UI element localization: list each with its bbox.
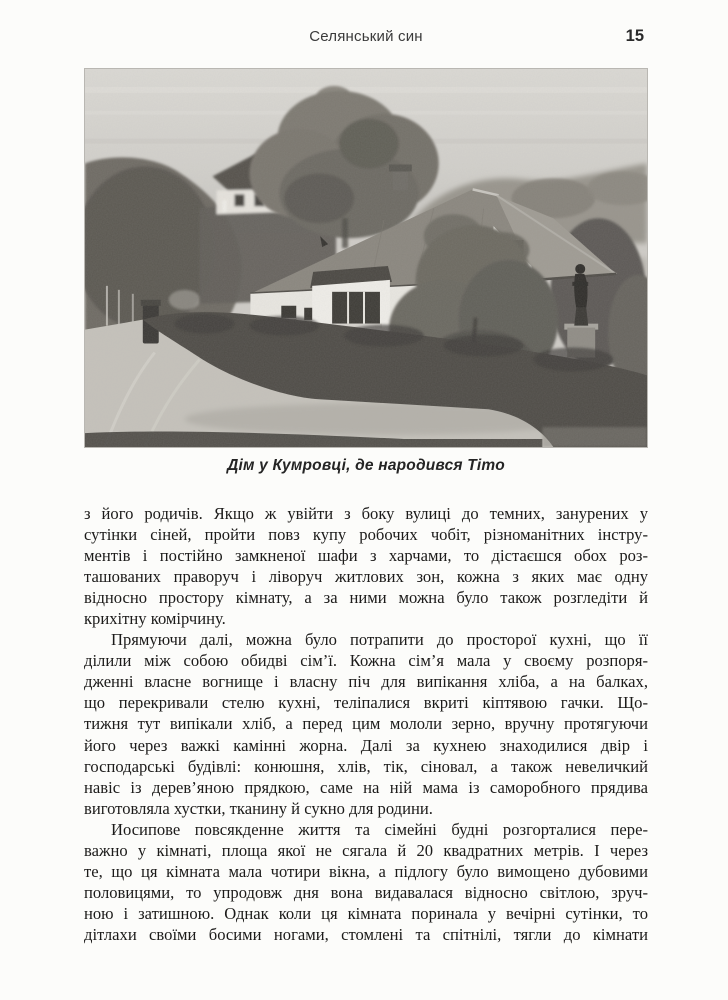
- paragraph: [84, 629, 648, 818]
- paragraph: [84, 819, 648, 945]
- text-line: ною і затишною. Однак коли ця кімната поринала у вечірні сутінки, то: [84, 903, 648, 923]
- running-head-title: Селянський син: [309, 28, 423, 45]
- body-text: [84, 503, 648, 945]
- house-photo: [84, 68, 648, 448]
- text-line: дженні власне вогнище і власну піч для випікання хліба, а на балках,: [84, 672, 648, 692]
- text-line: виготовляла хустки, тканину й сукно для родини.: [84, 798, 433, 818]
- text-line: з його родичів. Якщо ж увійти з боку вулиці до темних, занурених у: [84, 504, 648, 523]
- text-line: ділили між собою обидві сім’ї. Кожна сім’я мала у своєму розпоря-: [84, 651, 648, 671]
- text-line: Иосипове повсякденне життя та сімейні будні розгорталися пере-: [111, 819, 648, 839]
- text-line: навіс із дерев’яною прядкою, саме на ній мама із саморобного прядива: [84, 777, 648, 797]
- text-line: те, що ця кімната мала чотири вікна, а підлогу було вимощено дубовими: [84, 861, 648, 881]
- text-line: господарські будівлі: конюшня, хлів, тік, сіновал, а також невеличкий: [84, 756, 648, 776]
- figure-caption: Дім у Кумровці, де народився Тіто: [227, 457, 505, 474]
- text-line: що перекривали стелю кухні, теліпалися вкриті кіптявою гачки. Що-: [84, 693, 648, 713]
- page-number: 15: [625, 27, 644, 45]
- text-line: сутінки сіней, пройти повз купу робочих чобіт, різноманітних інстру-: [84, 525, 648, 545]
- house-photo-illustration: [85, 69, 647, 447]
- text-line: важно у кімнаті, площа якої не сягала й 20 квадратних метрів. І через: [84, 840, 648, 860]
- text-line: його через важкі камінні жорна. Далі за кухнею знаходилися двір і: [84, 735, 648, 755]
- text-line: ментів і постійно замкненої шафи з харчами, то дістаєшся обох роз-: [84, 546, 648, 566]
- text-line: Прямуючи далі, можна було потрапити до просторої кухні, що її: [111, 630, 648, 650]
- running-head: [84, 28, 648, 50]
- text-line: ташованих праворуч і ліворуч житлових зон, кожна з яких має одну: [84, 567, 648, 587]
- text-line: відносно простору кімнату, а за ними можна було також розгледіти й: [84, 588, 648, 608]
- figure: [84, 68, 648, 475]
- text-line: дітлахи своїми босими ногами, стомлені та спітнілі, тягли до кімнати: [84, 924, 648, 944]
- text-line: половицями, то упродовж дня вона видавалася відносно світлою, зруч-: [84, 882, 648, 902]
- text-line: крихітну комірчину.: [84, 609, 226, 629]
- paragraph: [84, 503, 648, 629]
- text-line: тижня тут випікали хліб, а перед цим мололи зерно, вручну протягуючи: [84, 714, 648, 734]
- photo-grain-overlay: [85, 69, 647, 447]
